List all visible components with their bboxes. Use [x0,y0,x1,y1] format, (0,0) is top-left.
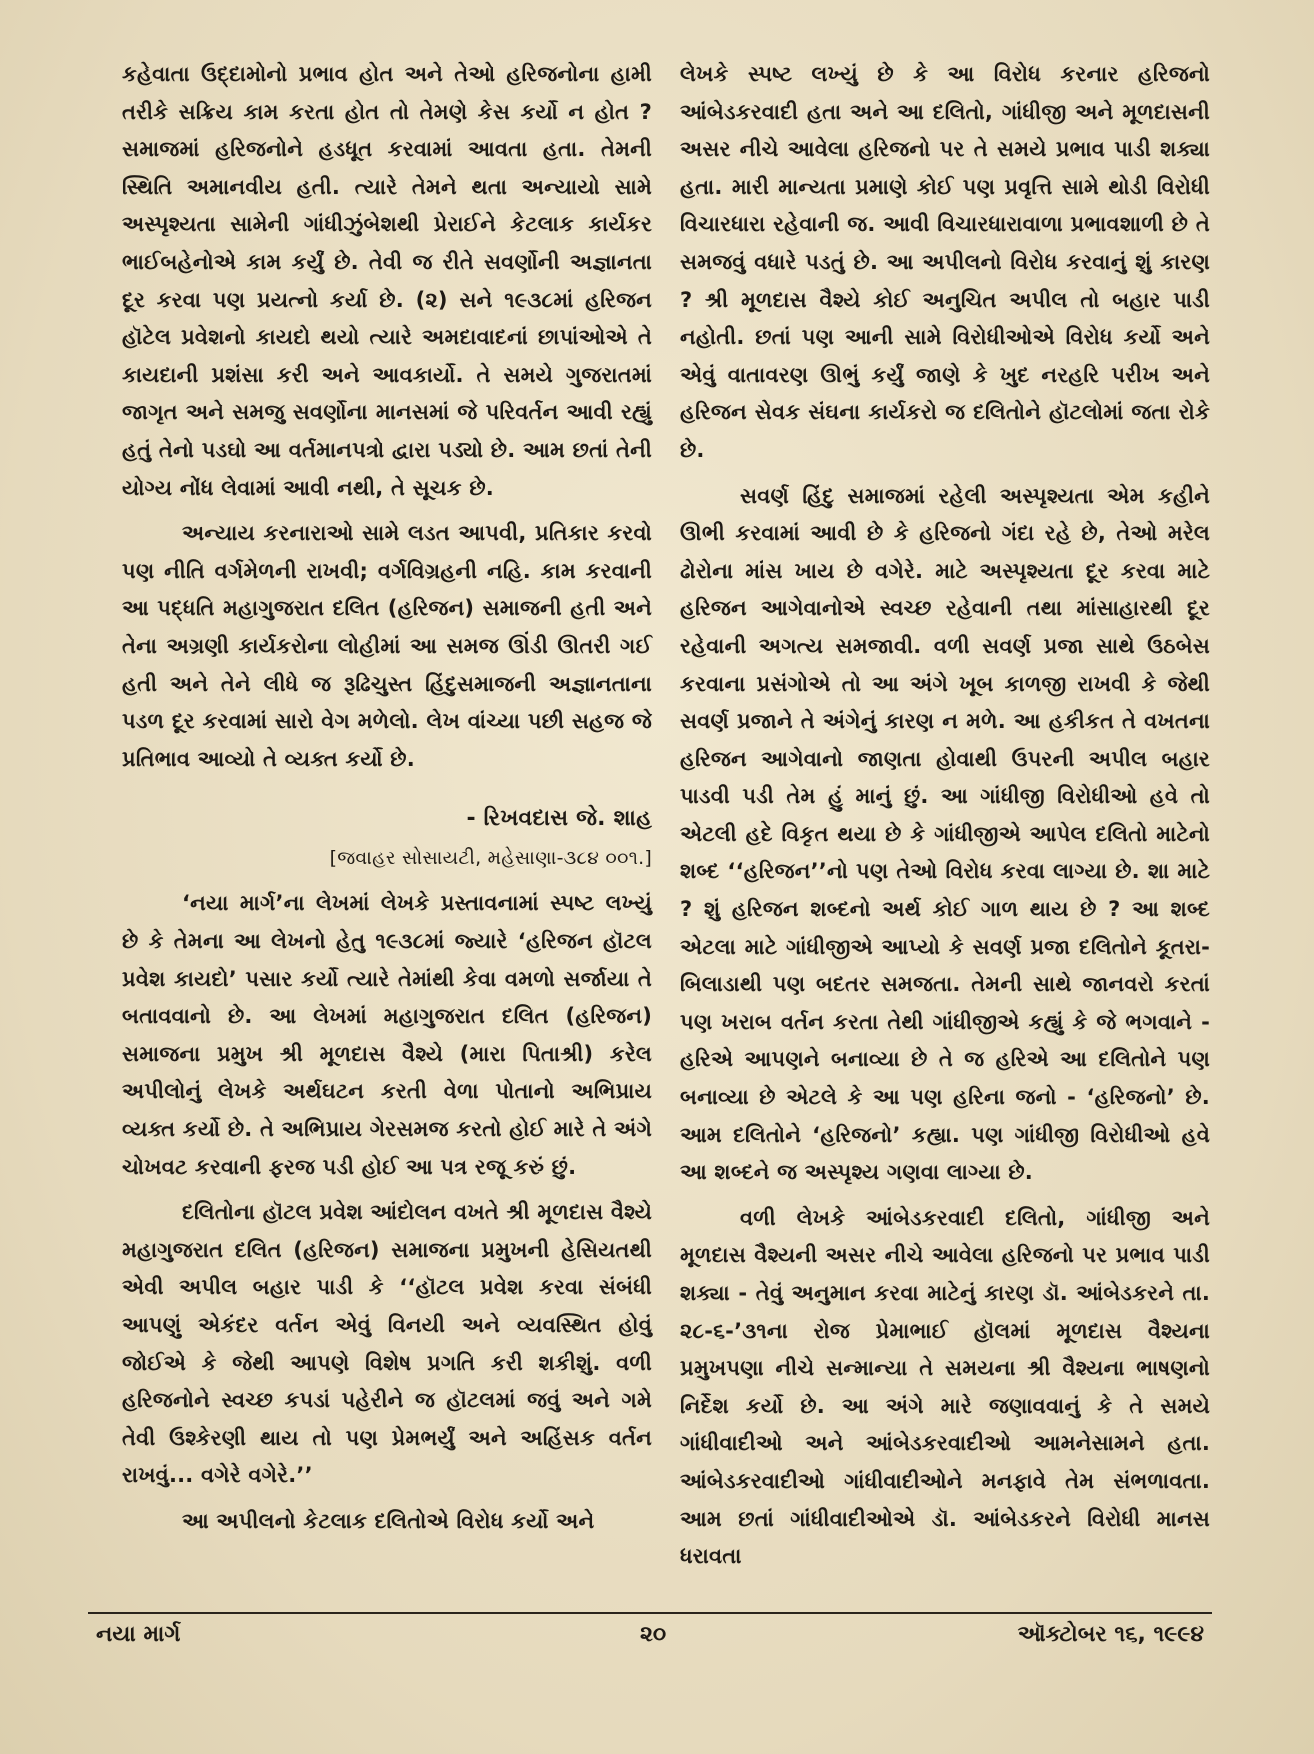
right-paragraph-2: સવર્ણ હિંદુ સમાજમાં રહેલી અસ્પૃશ્યતા એમ કહીને ઊભી કરવામાં આવી છે કે હરિજનો ગંદા રહે છે, તેઓ મરેલ ઢોરોના માંસ ખાય છે વગેરે. માટે અસ્પૃશ્યતા દૂર કરવા માટે હરિજન આગેવાનોએ સ્વચ્છ રહેવાની તથા માંસાહારથી દૂર રહેવાની અગત્ય સમજાવી. વળી સવર્ણ પ્રજા સાથે ઉઠબેસ કરવાના પ્રસંગોએ તો આ અંગે ખૂબ કાળજી રાખવી કે જેથી સવર્ણ પ્રજાને તે અંગેનું કારણ ન મળે. આ હકીકત તે વખતના હરિજન આગેવાનો જાણતા હોવાથી ઉપરની અપીલ બહાર પાડવી પડી તેમ હું માનું છું. આ ગાંધીજી વિરોધીઓ હવે તો એટલી હદે વિકૃત થયા છે કે ગાંધીજીએ આપેલ દલિતો માટેનો શબ્દ ‘‘હરિજન’’નો પણ તેઓ વિરોધ કરવા લાગ્યા છે. શા માટે ? શું હરિજન શબ્દનો અર્થ કોઈ ગાળ થાય છે ? આ શબ્દ એટલા માટે ગાંધીજીએ આપ્યો કે સવર્ણ પ્રજા દલિતોને કૂતરા-બિલાડાથી પણ બદતર સમજતા. તેમની સાથે જાનવરો કરતાં પણ ખરાબ વર્તન કરતા તેથી ગાંધીજીએ કહ્યું કે જે ભગવાને - હરિએ આપણને બનાવ્યા છે તે જ હરિએ આ દલિતોને પણ બનાવ્યા છે એટલે કે આ પણ હરિના જનો - ‘હરિજનો’ છે. આમ દલિતોને ‘હરિજનો’ કહ્યા. પણ ગાંધીજી વિરોધીઓ હવે આ શબ્દને જ અસ્પૃશ્ય ગણવા લાગ્યા છે. [680,483,1210,1185]
left-paragraph-1: કહેવાતા ઉદ્દામોનો પ્રભાવ હોત અને તેઓ હરિજનોના હામી તરીકે સક્રિય કામ કરતા હોત તો તેમણે કેસ કર્યો ન હોત ? સમાજમાં હરિજનોને હડધૂત કરવામાં આવતા હતા. તેમની સ્થિતિ અમાનવીય હતી. ત્યારે તેમને થતા અન્યાયો સામે અસ્પૃશ્યતા સામેની ગાંધીઝુંબેશથી પ્રેરાઈને કેટલાક કાર્યકર ભાઈબહેનોએ કામ કર્યું છે. તેવી જ રીતે સવર્ણોની અજ્ઞાનતા દૂર કરવા પણ પ્રયત્નો કર્યા છે. (૨) સને ૧૯૩૮માં હરિજન હૉટેલ પ્રવેશનો કાયદો થયો ત્યારે અમદાવાદનાં છાપાંઓએ તે કાયદાની પ્રશંસા કરી અને આવકાર્યો. તે સમયે ગુજરાતમાં જાગૃત અને સમજુ સવર્ણોના માનસમાં જે પરિવર્તન આવી રહ્યું હતું તેનો પડઘો આ વર્તમાનપત્રો દ્વારા પડ્યો છે. આમ છતાં તેની યોગ્ય નોંધ લેવામાં આવી નથી, તે સૂચક છે. [122,62,652,500]
author-signature: - રિખવદાસ જે. શાહ [466,806,652,832]
author-address: [જવાહર સોસાયટી, મહેસાણા-૩૮૪ ૦૦૧.] [329,846,652,869]
right-column [680,56,1210,1576]
left-paragraph-5: આ અપીલનો કેટલાક દલિતોએ વિરોધ કર્યો અને [182,1508,595,1533]
footer-page-number: ૨૦ [640,1622,667,1647]
footer-publication-name: નયા માર્ગ [96,1622,181,1647]
right-paragraph-1: લેખકે સ્પષ્ટ લખ્યું છે કે આ વિરોધ કરનાર હરિજનો આંબેડકરવાદી હતા અને આ દલિતો, ગાંધીજી અને મૂળદાસની અસર નીચે આવેલા હરિજનો પર તે સમયે પ્રભાવ પાડી શક્યા હતા. મારી માન્યતા પ્રમાણે કોઈ પણ પ્રવૃત્તિ સામે થોડી વિરોધી વિચારધારા રહેવાની જ. આવી વિચારધારાવાળા પ્રભાવશાળી છે તે સમજવું વધારે પડતું છે. આ અપીલનો વિરોધ કરવાનું શું કારણ ? શ્રી મૂળદાસ વૈશ્યે કોઈ અનુચિત અપીલ તો બહાર પાડી નહોતી. છતાં પણ આની સામે વિરોધીઓએ વિરોધ કર્યો અને એવું વાતાવરણ ઊભું કર્યું જાણે કે ખુદ નરહરિ પરીખ અને હરિજન સેવક સંઘના કાર્યકરો જ દલિતોને હૉટલોમાં જતા રોકે છે. [680,62,1210,462]
left-paragraph-4: દલિતોના હૉટલ પ્રવેશ આંદોલન વખતે શ્રી મૂળદાસ વૈશ્યે મહાગુજરાત દલિત (હરિજન) સમાજના પ્રમુખની હેસિયતથી એવી અપીલ બહાર પાડી કે ‘‘હૉટલ પ્રવેશ કરવા સંબંધી આપણું એકંદર વર્તન એવું વિનયી અને વ્યવસ્થિત હોવું જોઈએ કે જેથી આપણે વિશેષ પ્રગતિ કરી શકીશું. વળી હરિજનોને સ્વચ્છ કપડાં પહેરીને જ હૉટલમાં જવું અને ગમે તેવી ઉશ્કેરણી થાય તો પણ પ્રેમભર્યું અને અહિંસક વર્તન રાખવું... વગેરે વગેરે.’’ [122,1200,652,1488]
left-column [122,56,652,1541]
footer-date: ઑક્ટોબર ૧૬, ૧૯૯૪ [1017,1622,1204,1647]
right-paragraph-3: વળી લેખકે આંબેડકરવાદી દલિતો, ગાંધીજી અને મૂળદાસ વૈશ્યની અસર નીચે આવેલા હરિજનો પર પ્રભાવ પાડી શક્યા - તેવું અનુમાન કરવા માટેનું કારણ ડૉ. આંબેડકરને તા. ૨૮-૬-’૩૧ના રોજ પ્રેમાભાઈ હૉલમાં મૂળદાસ વૈશ્યના પ્રમુખપણા નીચે સન્માન્યા તે સમયના શ્રી વૈશ્યના ભાષણનો નિર્દેશ કર્યો છે. આ અંગે મારે જણાવવાનું કે તે સમયે ગાંધીવાદીઓ અને આંબેડકરવાદીઓ આમનેસામને હતા. આંબેડકરવાદીઓ ગાંધીવાદીઓને મનફાવે તેમ સંભળાવતા. આમ છતાં ગાંધીવાદીઓએ ડૉ. આંબેડકરને વિરોધી માનસ ધરાવતા [680,1205,1210,1569]
left-paragraph-2: અન્યાય કરનારાઓ સામે લડત આપવી, પ્રતિકાર કરવો પણ નીતિ વર્ગમેળની રાખવી; વર્ગવિગ્રહની નહિ. કામ કરવાની આ પદ્ધતિ મહાગુજરાત દલિત (હરિજન) સમાજની હતી અને તેના અગ્રણી કાર્યકરોના લોહીમાં આ સમજ ઊંડી ઊતરી ગઈ હતી અને તેને લીધે જ રૂઢિચુસ્ત હિંદુસમાજની અજ્ઞાનતાના પડળ દૂર કરવામાં સારો વેગ મળેલો. લેખ વાંચ્યા પછી સહજ જે પ્રતિભાવ આવ્યો તે વ્યક્ત કર્યો છે. [122,521,652,771]
footer-divider [88,1612,1212,1614]
left-paragraph-3: ‘નયા માર્ગ’ના લેખમાં લેખકે પ્રસ્તાવનામાં સ્પષ્ટ લખ્યું છે કે તેમના આ લેખનો હેતુ ૧૯૩૮માં જ્યારે ‘હરિજન હૉટલ પ્રવેશ કાયદો’ પસાર કર્યો ત્યારે તેમાંથી કેવા વમળો સર્જાયા તે બતાવવાનો છે. આ લેખમાં મહાગુજરાત દલિત (હરિજન) સમાજના પ્રમુખ શ્રી મૂળદાસ વૈશ્યે (મારા પિતાશ્રી) કરેલ અપીલોનું લેખકે અર્થઘટન કરતી વેળા પોતાનો અભિપ્રાય વ્યક્ત કર્યો છે. તે અભિપ્રાય ગેરસમજ કરતો હોઈ મારે તે અંગે ચોખવટ કરવાની ફરજ પડી હોઈ આ પત્ર રજૂ કરું છું. [122,891,652,1179]
